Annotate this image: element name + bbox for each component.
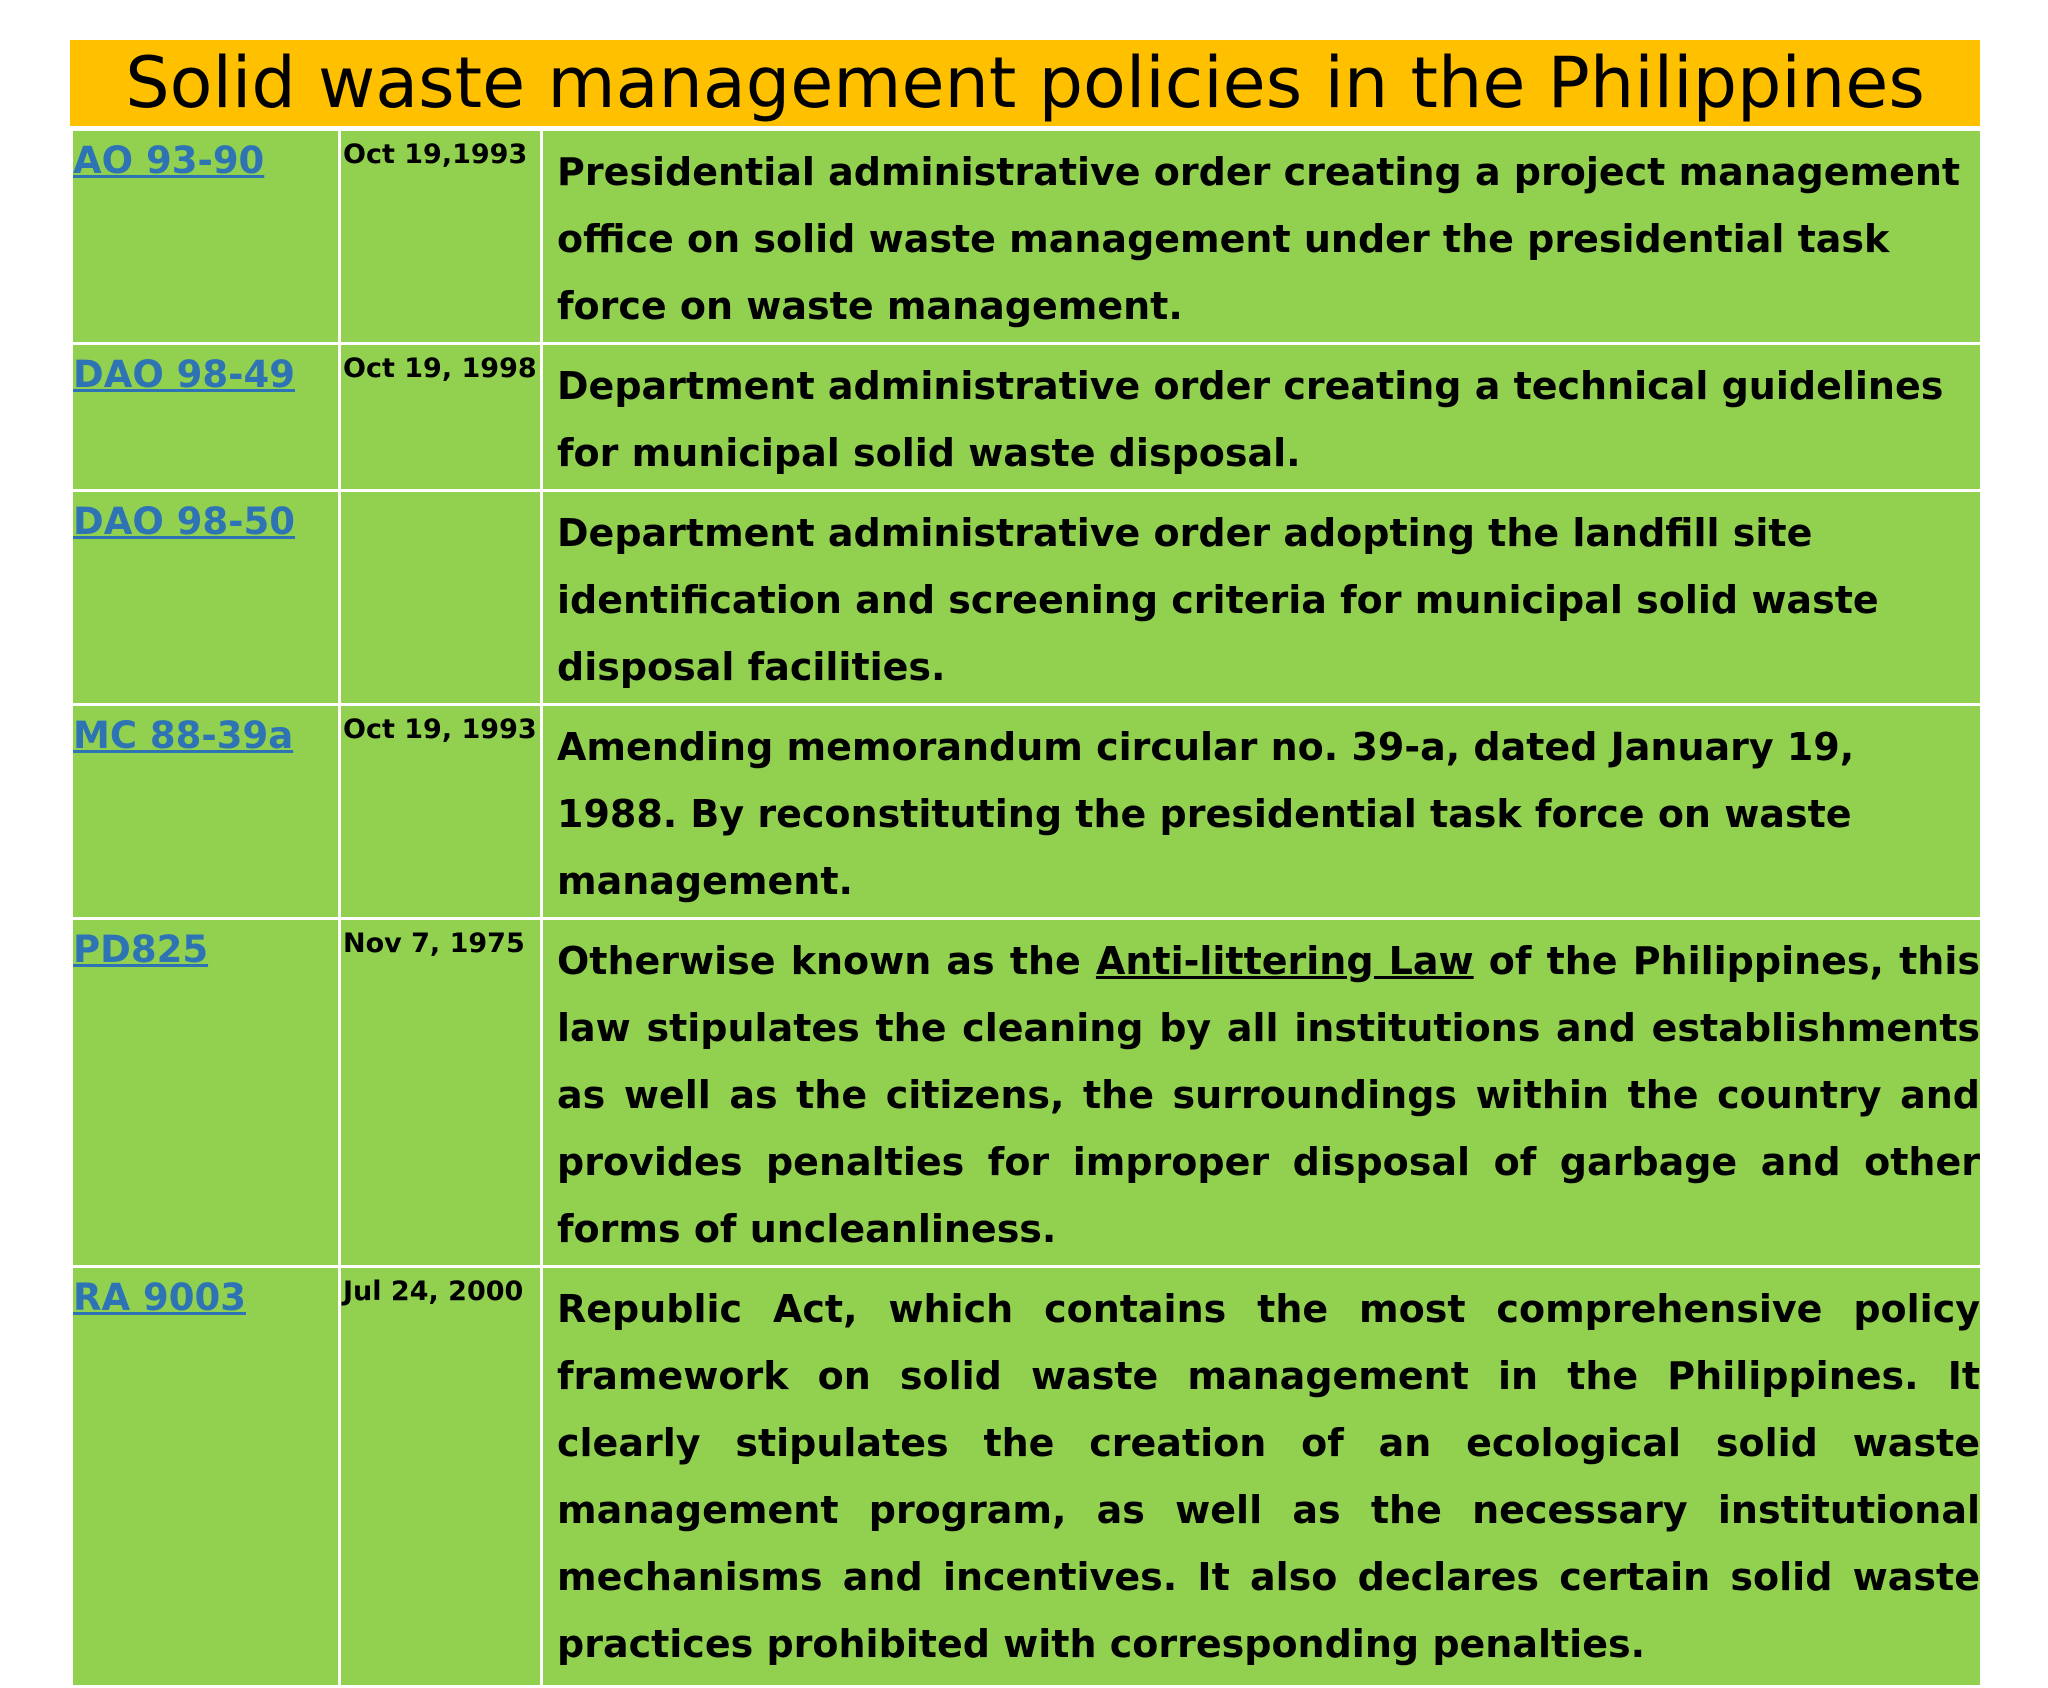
policy-code-link[interactable]: AO 93-90 bbox=[73, 139, 265, 182]
policy-date: Jul 24, 2000 bbox=[343, 1276, 524, 1307]
policy-description-cell bbox=[542, 491, 1982, 705]
policy-date bbox=[341, 492, 540, 500]
policy-date: Nov 7, 1975 bbox=[343, 928, 525, 959]
table-row bbox=[72, 344, 1982, 491]
policy-code-cell bbox=[72, 919, 340, 1267]
policy-date-cell bbox=[340, 130, 542, 344]
table-row bbox=[72, 1267, 1982, 1687]
policy-description: Amending memorandum circular no. 39-a, dated January 19, 1988. By reconstituting the presidential task force on waste management. bbox=[557, 725, 1855, 903]
policy-description-cell bbox=[542, 130, 1982, 344]
policy-description-cell bbox=[542, 344, 1982, 491]
policy-code-cell bbox=[72, 1267, 340, 1687]
policy-description: Presidential administrative order creating a project management office on solid waste management under the presidential task force on waste management. bbox=[557, 150, 1961, 328]
policy-date-cell bbox=[340, 919, 542, 1267]
policy-date: Oct 19, 1993 bbox=[343, 714, 537, 745]
slide-title: Solid waste management policies in the Philippines bbox=[125, 42, 1925, 124]
policy-description-cell bbox=[542, 919, 1982, 1267]
policy-date-cell bbox=[340, 705, 542, 919]
policy-description: Department administrative order adopting the landfill site identification and screening criteria for municipal solid waste disposal facilities. bbox=[557, 511, 1879, 689]
policy-code-cell bbox=[72, 705, 340, 919]
policy-code-link[interactable]: DAO 98-50 bbox=[73, 500, 296, 543]
policy-description-cell bbox=[542, 705, 1982, 919]
policy-code-cell bbox=[72, 491, 340, 705]
table-row bbox=[72, 130, 1982, 344]
policy-date: Oct 19,1993 bbox=[343, 139, 528, 170]
policy-description-after: of the Philippines, this law stipulates the cleaning by all institutions and establishments as well as the citizens, the surroundings within the country and provides penalties for improper disposal of garbage and other forms of uncleanliness. bbox=[557, 939, 1980, 1251]
policy-description-before: Otherwise known as the bbox=[557, 939, 1096, 983]
policy-date-cell bbox=[340, 344, 542, 491]
policy-code-cell bbox=[72, 130, 340, 344]
policy-code-link[interactable]: RA 9003 bbox=[73, 1276, 246, 1319]
policy-code-cell bbox=[72, 344, 340, 491]
policy-date-cell bbox=[340, 1267, 542, 1687]
policy-table bbox=[70, 128, 1983, 1688]
policy-date-cell bbox=[340, 491, 542, 705]
policy-code-link[interactable]: DAO 98-49 bbox=[73, 353, 296, 396]
policy-description bbox=[543, 920, 1980, 1265]
policy-description: Department administrative order creating a technical guidelines for municipal solid waste disposal. bbox=[557, 364, 1944, 475]
policy-description: Republic Act, which contains the most comprehensive policy framework on solid waste management in the Philippines. It clearly stipulates the creation of an ecological solid waste management program, as well as the necessary institutional mechanisms and incentives. It also declares certain solid waste practices prohibited with corresponding penalties. bbox=[557, 1287, 1980, 1666]
policy-description-cell bbox=[542, 1267, 1982, 1687]
table-row bbox=[72, 919, 1982, 1267]
policy-date: Oct 19, 1998 bbox=[343, 353, 537, 384]
policy-code-link[interactable]: PD825 bbox=[73, 928, 209, 971]
title-bar bbox=[70, 40, 1980, 126]
table-row bbox=[72, 705, 1982, 919]
anti-littering-law-link[interactable]: Anti-littering Law bbox=[1095, 939, 1474, 983]
table-row bbox=[72, 491, 1982, 705]
policy-code-link[interactable]: MC 88-39a bbox=[73, 714, 294, 757]
